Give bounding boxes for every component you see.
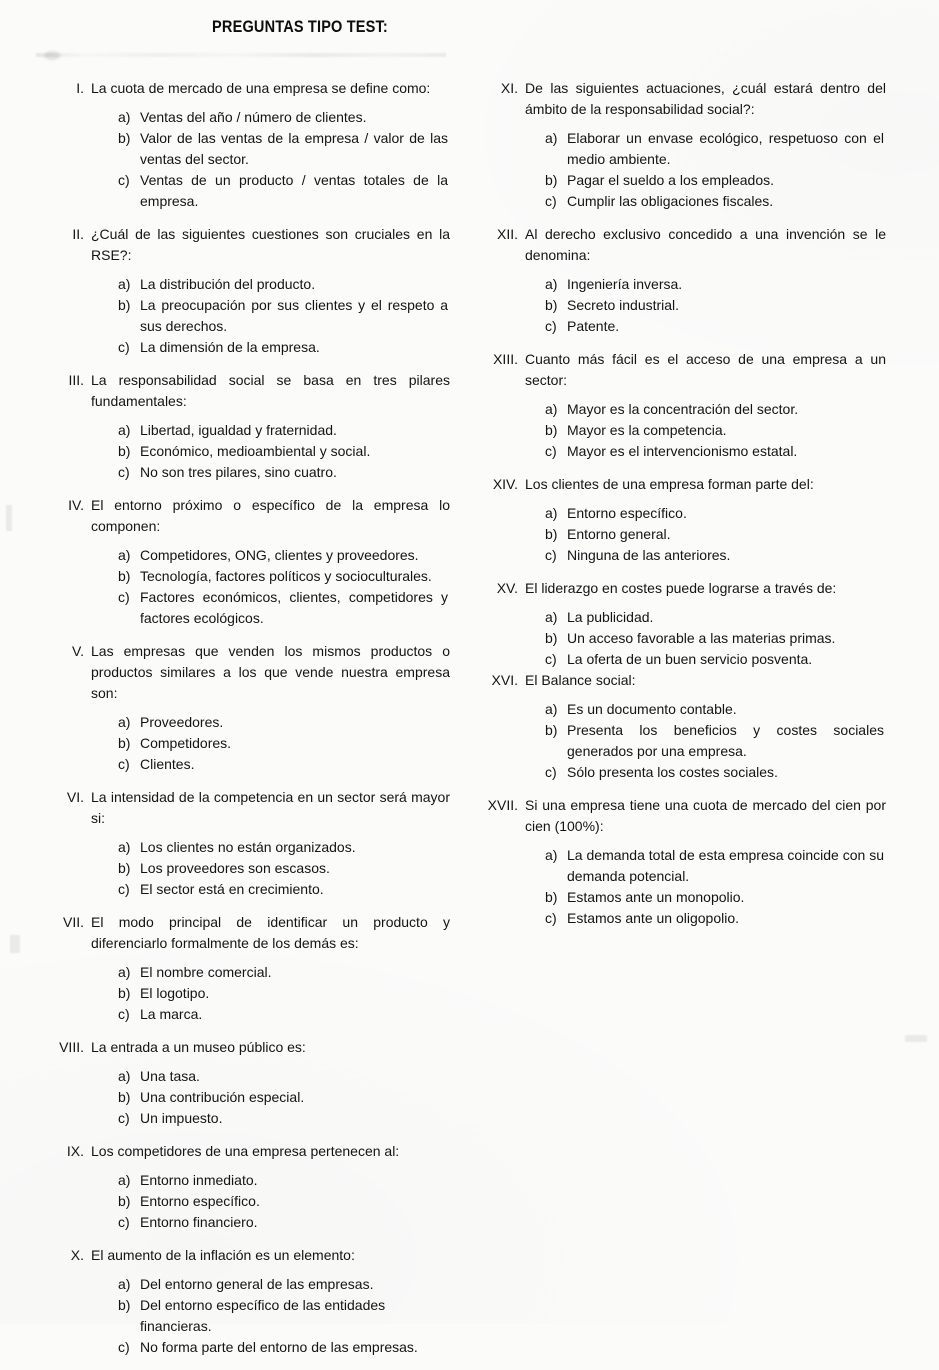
option-item[interactable] <box>545 607 884 628</box>
option-text: Ventas de un producto / ventas totales de la empresa. <box>140 172 448 209</box>
option-letter: a) <box>118 839 131 855</box>
options-list <box>545 128 884 212</box>
option-text: Pagar el sueldo a los empleados. <box>567 172 775 188</box>
spacer <box>478 691 886 699</box>
option-text: La distribución del producto. <box>140 276 316 292</box>
option-item[interactable] <box>545 699 884 720</box>
option-item[interactable] <box>118 170 448 212</box>
question-block <box>478 224 886 349</box>
question-row <box>478 78 886 120</box>
option-letter: c) <box>545 193 557 209</box>
option-item[interactable] <box>545 128 884 170</box>
spacer <box>478 783 886 795</box>
option-letter: c) <box>545 910 557 926</box>
question-number: I. <box>76 80 84 96</box>
option-text: Los proveedores son escasos. <box>140 860 330 876</box>
option-item[interactable] <box>118 962 448 983</box>
spacer <box>478 929 886 941</box>
options-list <box>545 399 884 462</box>
option-letter: b) <box>545 630 558 646</box>
spacer <box>58 99 450 107</box>
question-row <box>58 224 450 266</box>
question-block <box>478 795 886 941</box>
option-text: Un impuesto. <box>140 1110 223 1126</box>
option-text: Es un documento contable. <box>567 701 737 717</box>
questions-column-left <box>58 78 450 1370</box>
option-item[interactable] <box>545 274 884 295</box>
option-letter: a) <box>545 401 558 417</box>
question-text: El liderazgo en costes puede lograrse a través de: <box>525 580 837 596</box>
spacer <box>478 599 886 607</box>
spacer <box>58 1358 450 1370</box>
question-number: VI. <box>66 789 84 805</box>
question-block <box>58 1037 450 1141</box>
scan-edge-mark-right <box>905 1035 927 1042</box>
option-text: Mayor es la competencia. <box>567 422 727 438</box>
spacer <box>478 337 886 349</box>
option-item[interactable] <box>545 191 884 212</box>
options-list <box>545 274 884 337</box>
spacer <box>478 837 886 845</box>
option-text: Tecnología, factores políticos y socioculturales. <box>140 568 432 584</box>
option-letter: a) <box>118 714 131 730</box>
option-letter: c) <box>545 651 557 667</box>
option-text: Presenta los beneficios y costes sociales generados por una empresa. <box>567 722 884 759</box>
option-item[interactable] <box>118 128 448 170</box>
option-item[interactable] <box>545 720 884 762</box>
question-text: Si una empresa tiene una cuota de mercado del cien por cien (100%): <box>525 797 886 834</box>
option-letter: b) <box>545 422 558 438</box>
spacer <box>58 1266 450 1274</box>
option-text: Del entorno específico de las entidades financieras. <box>140 1297 386 1334</box>
option-item[interactable] <box>118 754 448 775</box>
option-letter: c) <box>118 464 130 480</box>
option-item[interactable] <box>118 712 448 733</box>
spacer <box>478 566 886 578</box>
option-item[interactable] <box>118 587 448 629</box>
option-item[interactable] <box>545 503 884 524</box>
question-block <box>58 1245 450 1370</box>
question-text: Las empresas que venden los mismos productos o productos similares a los que vende nuestra empresa son: <box>91 643 450 701</box>
question-row <box>478 578 886 599</box>
spacer <box>58 1025 450 1037</box>
option-text: No forma parte del entorno de las empresas. <box>140 1339 418 1355</box>
option-letter: b) <box>545 526 558 542</box>
option-letter: b) <box>118 735 131 751</box>
option-item[interactable] <box>545 420 884 441</box>
option-letter: c) <box>118 1110 130 1126</box>
options-list <box>118 962 448 1025</box>
option-letter: c) <box>118 1214 130 1230</box>
option-text: El logotipo. <box>140 985 210 1001</box>
option-letter: a) <box>545 130 558 146</box>
option-text: Un acceso favorable a las materias primas. <box>567 630 836 646</box>
option-item[interactable] <box>118 1212 448 1233</box>
options-list <box>118 1066 448 1129</box>
options-list <box>118 274 448 358</box>
options-list <box>118 712 448 775</box>
question-row <box>58 1245 450 1266</box>
question-block <box>478 349 886 474</box>
options-list <box>545 503 884 566</box>
question-text: Al derecho exclusivo concedido a una invención se le denomina: <box>525 226 886 263</box>
option-letter: c) <box>118 1006 130 1022</box>
spacer <box>478 212 886 224</box>
option-letter: b) <box>545 172 558 188</box>
option-item[interactable] <box>545 649 884 670</box>
option-text: Mayor es el intervencionismo estatal. <box>567 443 798 459</box>
question-text: Los competidores de una empresa pertenecen al: <box>91 1143 400 1159</box>
options-list <box>118 420 448 483</box>
option-item[interactable] <box>545 316 884 337</box>
option-letter: a) <box>118 422 131 438</box>
option-text: No son tres pilares, sino cuatro. <box>140 464 337 480</box>
option-text: Competidores, ONG, clientes y proveedores. <box>140 547 419 563</box>
option-text: La marca. <box>140 1006 203 1022</box>
question-number: XV. <box>496 580 518 596</box>
option-letter: c) <box>118 881 130 897</box>
spacer <box>58 900 450 912</box>
option-item[interactable] <box>118 1004 448 1025</box>
question-text: La intensidad de la competencia en un sector será mayor si: <box>91 789 450 826</box>
option-item[interactable] <box>118 337 448 358</box>
option-letter: a) <box>118 964 131 980</box>
question-row <box>478 795 886 837</box>
option-letter: a) <box>545 276 558 292</box>
option-text: Una contribución especial. <box>140 1089 305 1105</box>
question-block <box>58 78 450 224</box>
question-number: VIII. <box>59 1039 84 1055</box>
option-letter: b) <box>118 1089 131 1105</box>
option-text: Ingeniería inversa. <box>567 276 683 292</box>
option-item[interactable] <box>118 545 448 566</box>
question-text: La entrada a un museo público es: <box>91 1039 306 1055</box>
option-item[interactable] <box>118 1170 448 1191</box>
option-text: Proveedores. <box>140 714 224 730</box>
question-row <box>478 224 886 266</box>
spacer <box>478 495 886 503</box>
option-item[interactable] <box>545 441 884 462</box>
option-item[interactable] <box>118 462 448 483</box>
option-item[interactable] <box>545 524 884 545</box>
question-text: Cuanto más fácil es el acceso de una empresa a un sector: <box>525 351 886 388</box>
option-text: Entorno inmediato. <box>140 1172 258 1188</box>
spacer <box>58 412 450 420</box>
question-row <box>478 474 886 495</box>
option-text: Económico, medioambiental y social. <box>140 443 371 459</box>
spacer <box>478 266 886 274</box>
question-block <box>478 578 886 670</box>
option-letter: b) <box>118 1297 131 1313</box>
option-text: La oferta de un buen servicio posventa. <box>567 651 813 667</box>
question-number: XII. <box>496 226 518 242</box>
questions-column-right <box>478 78 886 941</box>
spacer <box>58 266 450 274</box>
option-letter: c) <box>545 547 557 563</box>
option-letter: a) <box>118 1172 131 1188</box>
spacer <box>478 462 886 474</box>
question-text: El entorno próximo o específico de la empresa lo componen: <box>91 497 450 534</box>
question-number: IV. <box>68 497 84 513</box>
option-text: El sector está en crecimiento. <box>140 881 324 897</box>
scan-blob-artifact <box>44 51 60 60</box>
question-block <box>478 474 886 578</box>
option-letter: a) <box>118 276 131 292</box>
option-letter: a) <box>118 109 131 125</box>
option-item[interactable] <box>545 887 884 908</box>
option-letter: c) <box>118 1339 130 1355</box>
option-text: Patente. <box>567 318 620 334</box>
option-text: Entorno general. <box>567 526 671 542</box>
question-number: XIII. <box>493 351 518 367</box>
question-text: De las siguientes actuaciones, ¿cuál estará dentro del ámbito de la responsabilidad social?: <box>525 80 886 117</box>
option-item[interactable] <box>545 762 884 783</box>
question-text: La cuota de mercado de una empresa se define como: <box>91 80 431 96</box>
question-number: II. <box>72 226 84 242</box>
question-block <box>58 224 450 370</box>
option-letter: c) <box>118 172 130 188</box>
question-text: El aumento de la inflación es un elemento: <box>91 1247 355 1263</box>
question-block <box>58 641 450 787</box>
option-text: Secreto industrial. <box>567 297 680 313</box>
option-item[interactable] <box>118 566 448 587</box>
option-letter: a) <box>545 505 558 521</box>
spacer <box>478 391 886 399</box>
question-text: El modo principal de identificar un producto y diferenciarlo formalmente de los demás es: <box>91 914 450 951</box>
spacer <box>58 1233 450 1245</box>
spacer <box>58 483 450 495</box>
question-number: V. <box>72 643 84 659</box>
option-text: Libertad, igualdad y fraternidad. <box>140 422 337 438</box>
scan-edge-mark-lower-left <box>10 935 20 953</box>
option-text: Entorno financiero. <box>140 1214 258 1230</box>
option-letter: c) <box>545 443 557 459</box>
option-text: Estamos ante un oligopolio. <box>567 910 739 926</box>
option-text: La dimensión de la empresa. <box>140 339 320 355</box>
option-text: Del entorno general de las empresas. <box>140 1276 374 1292</box>
scan-smudge-artifact <box>36 53 446 57</box>
question-number: VII. <box>62 914 84 930</box>
spacer <box>58 212 450 224</box>
option-text: Ventas del año / número de clientes. <box>140 109 367 125</box>
option-item[interactable] <box>118 107 448 128</box>
question-block <box>58 787 450 912</box>
question-text: Los clientes de una empresa forman parte del: <box>525 476 814 492</box>
question-number: XVI. <box>491 672 518 688</box>
option-item[interactable] <box>118 1066 448 1087</box>
option-text: Valor de las ventas de la empresa / valor de las ventas del sector. <box>140 130 448 167</box>
spacer <box>58 829 450 837</box>
option-item[interactable] <box>118 879 448 900</box>
option-letter: b) <box>118 568 131 584</box>
question-row <box>478 670 886 691</box>
option-letter: c) <box>118 339 130 355</box>
question-block <box>58 1141 450 1245</box>
page-title: PREGUNTAS TIPO TEST: <box>212 18 388 36</box>
option-item[interactable] <box>118 1295 448 1337</box>
spacer <box>58 1129 450 1141</box>
options-list <box>118 837 448 900</box>
question-block <box>58 495 450 641</box>
option-item[interactable] <box>118 983 448 1004</box>
option-letter: c) <box>118 589 130 605</box>
option-item[interactable] <box>545 170 884 191</box>
question-block <box>58 370 450 495</box>
option-letter: c) <box>118 756 130 772</box>
question-row <box>58 912 450 954</box>
option-text: Entorno específico. <box>140 1193 260 1209</box>
question-row <box>58 495 450 537</box>
option-item[interactable] <box>118 1191 448 1212</box>
option-text: Entorno específico. <box>567 505 687 521</box>
option-text: Estamos ante un monopolio. <box>567 889 745 905</box>
options-list <box>545 845 884 929</box>
question-block <box>478 78 886 224</box>
option-letter: b) <box>118 443 131 459</box>
option-letter: b) <box>118 297 131 313</box>
options-list <box>118 107 448 212</box>
question-block <box>58 912 450 1037</box>
spacer <box>58 704 450 712</box>
option-item[interactable] <box>545 628 884 649</box>
option-item[interactable] <box>118 1337 448 1358</box>
question-number: XVII. <box>487 797 518 813</box>
question-number: XIV. <box>492 476 518 492</box>
question-row <box>478 349 886 391</box>
option-letter: c) <box>545 318 557 334</box>
option-text: El nombre comercial. <box>140 964 272 980</box>
option-text: Factores económicos, clientes, competidores y factores ecológicos. <box>140 589 448 626</box>
option-text: Mayor es la concentración del sector. <box>567 401 799 417</box>
options-list <box>118 1274 448 1358</box>
spacer <box>58 1162 450 1170</box>
option-item[interactable] <box>118 295 448 337</box>
option-letter: b) <box>118 860 131 876</box>
option-letter: b) <box>118 1193 131 1209</box>
option-text: Competidores. <box>140 735 232 751</box>
scan-edge-mark-left <box>6 505 12 531</box>
options-list <box>545 607 884 670</box>
spacer <box>58 775 450 787</box>
spacer <box>58 537 450 545</box>
question-row <box>58 78 450 99</box>
option-text: Los clientes no están organizados. <box>140 839 356 855</box>
option-letter: a) <box>545 609 558 625</box>
option-text: La publicidad. <box>567 609 654 625</box>
question-row <box>58 641 450 704</box>
question-text: ¿Cuál de las siguientes cuestiones son cruciales en la RSE?: <box>91 226 450 263</box>
option-letter: a) <box>545 701 558 717</box>
option-item[interactable] <box>118 420 448 441</box>
option-text: Cumplir las obligaciones fiscales. <box>567 193 774 209</box>
question-block <box>478 670 886 795</box>
option-text: Clientes. <box>140 756 195 772</box>
question-row <box>58 1141 450 1162</box>
options-list <box>118 545 448 629</box>
option-letter: b) <box>545 297 558 313</box>
option-letter: c) <box>545 764 557 780</box>
option-letter: a) <box>118 547 131 563</box>
options-list <box>118 1170 448 1233</box>
option-item[interactable] <box>118 1274 448 1295</box>
question-number: IX. <box>66 1143 84 1159</box>
option-text: Elaborar un envase ecológico, respetuoso con el medio ambiente. <box>567 130 884 167</box>
option-letter: b) <box>118 985 131 1001</box>
question-number: X. <box>70 1247 84 1263</box>
option-letter: b) <box>545 722 558 738</box>
question-row <box>58 370 450 412</box>
question-number: XI. <box>500 80 518 96</box>
option-letter: b) <box>118 130 131 146</box>
option-letter: a) <box>118 1068 131 1084</box>
option-item[interactable] <box>118 274 448 295</box>
option-item[interactable] <box>118 1108 448 1129</box>
option-letter: b) <box>545 889 558 905</box>
question-text: La responsabilidad social se basa en tres pilares fundamentales: <box>91 372 450 409</box>
option-text: Sólo presenta los costes sociales. <box>567 764 778 780</box>
option-item[interactable] <box>118 858 448 879</box>
option-item[interactable] <box>118 441 448 462</box>
option-item[interactable] <box>118 837 448 858</box>
option-text: La preocupación por sus clientes y el respeto a sus derechos. <box>140 297 448 334</box>
spacer <box>58 1058 450 1066</box>
option-item[interactable] <box>545 295 884 316</box>
spacer <box>58 954 450 962</box>
question-row <box>58 1037 450 1058</box>
option-item[interactable] <box>545 545 884 566</box>
option-item[interactable] <box>545 399 884 420</box>
option-item[interactable] <box>545 845 884 887</box>
question-row <box>58 787 450 829</box>
spacer <box>58 629 450 641</box>
question-text: El Balance social: <box>525 672 636 688</box>
option-text: La demanda total de esta empresa coincide con su demanda potencial. <box>567 847 884 884</box>
option-text: Una tasa. <box>140 1068 200 1084</box>
option-item[interactable] <box>118 733 448 754</box>
spacer <box>58 358 450 370</box>
options-list <box>545 699 884 783</box>
option-letter: a) <box>545 847 558 863</box>
option-item[interactable] <box>545 908 884 929</box>
option-item[interactable] <box>118 1087 448 1108</box>
question-number: III. <box>68 372 84 388</box>
spacer <box>478 120 886 128</box>
option-text: Ninguna de las anteriores. <box>567 547 731 563</box>
option-letter: a) <box>118 1276 131 1292</box>
